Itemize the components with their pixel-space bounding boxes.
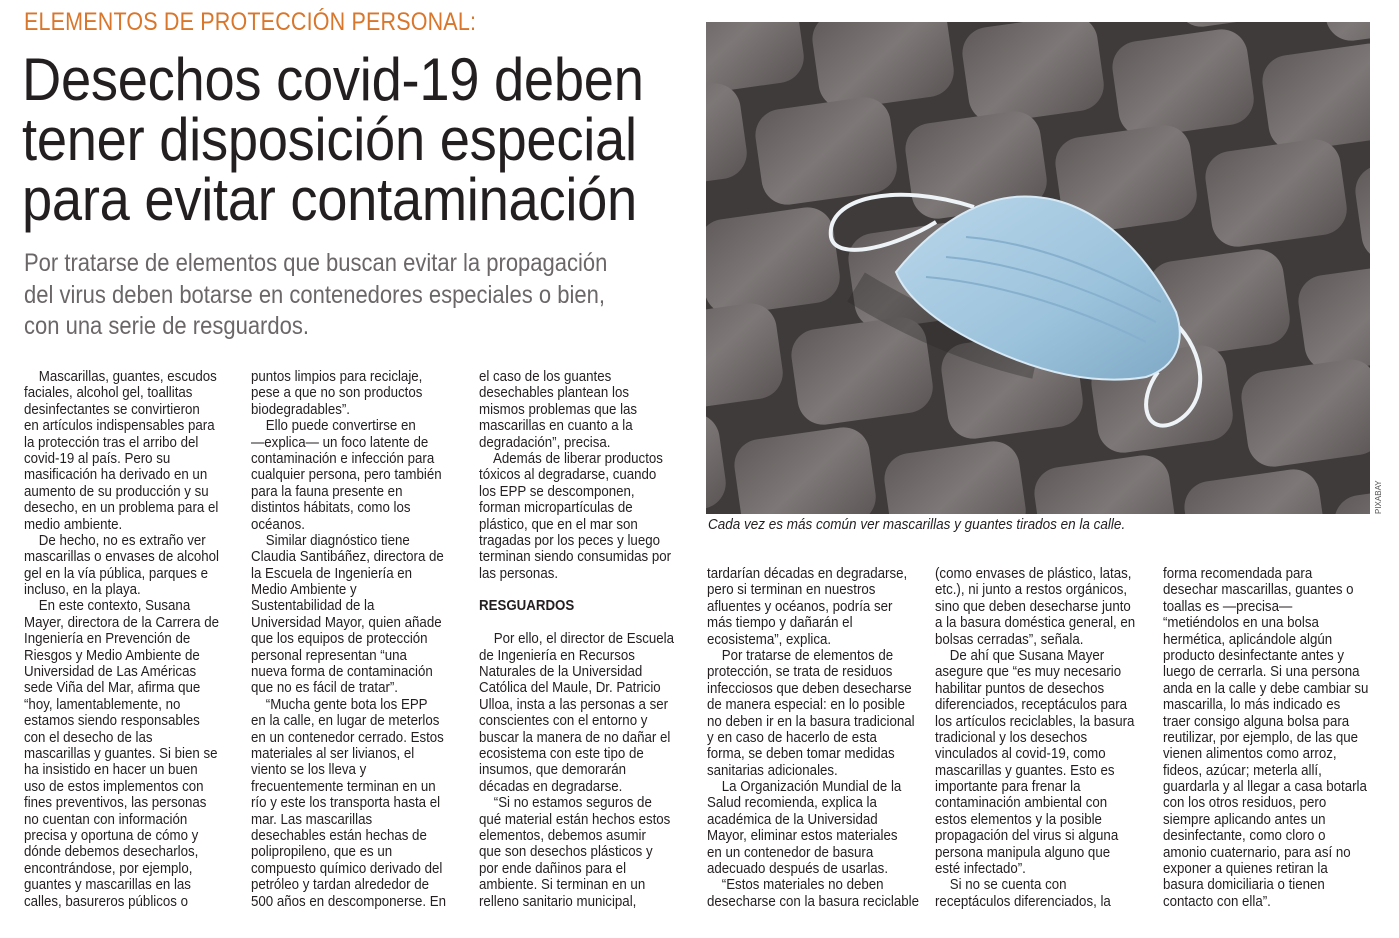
body-text-line: que no es fácil de tratar”. bbox=[251, 679, 398, 697]
body-text-line: faciales, alcohol gel, toallitas bbox=[24, 384, 193, 402]
body-text-line: Claudia Santibáñez, directora de bbox=[251, 548, 444, 566]
body-text-line: afluentes y océanos, podría ser bbox=[707, 597, 893, 615]
body-text-line: distintos hábitats, como los bbox=[251, 499, 411, 517]
body-text-line: más tiempo y dañarán el bbox=[707, 614, 853, 632]
body-text-line: mascarillas o envases de alcohol bbox=[24, 548, 220, 566]
body-text-line: para la fauna presente en bbox=[251, 482, 403, 500]
body-text-line: estos elementos y la posible bbox=[935, 810, 1102, 828]
body-text-line: masificación ha derivado en un bbox=[24, 466, 208, 484]
body-text-line: ambiente. Si terminan en un bbox=[479, 876, 646, 894]
headline-line: para evitar contaminación bbox=[22, 166, 637, 233]
body-text-line: petróleo y tardan alrededor de bbox=[251, 876, 430, 894]
body-text-line: Católica del Maule, Dr. Patricio bbox=[479, 679, 661, 697]
body-text-line: la protección tras el arribo del bbox=[24, 433, 199, 451]
body-text-line: mascarillas en cuanto a la bbox=[479, 417, 633, 435]
body-text-line: ha insistido en hacer un buen bbox=[24, 761, 198, 779]
body-text-line: biodegradables”. bbox=[251, 400, 351, 418]
body-text-line: Sustentabilidad de la bbox=[251, 597, 375, 615]
body-text-line: no cuentan con información bbox=[24, 810, 188, 828]
body-text-line: Si no se cuenta con bbox=[935, 876, 1067, 894]
body-text-line: 500 años en descomponerse. En bbox=[251, 892, 447, 910]
body-text-line: siempre aplicando antes un bbox=[1163, 810, 1326, 828]
body-column-3 bbox=[479, 369, 702, 910]
body-text-line: encontrándose, por ejemplo, bbox=[24, 859, 193, 877]
body-text-line: producto desinfectante antes y bbox=[1163, 646, 1345, 664]
body-text-line: polipropileno, que es un bbox=[251, 843, 393, 861]
body-column-4 bbox=[707, 566, 949, 910]
body-text-line: sino que deben desecharse junto bbox=[935, 597, 1131, 615]
body-text-line: desechables están hechas de bbox=[251, 826, 427, 844]
body-text-line: las personas. bbox=[479, 564, 559, 582]
body-text-line: Ulloa, insta a las personas a ser bbox=[479, 695, 669, 713]
body-text-line: toallas es —precisa— bbox=[1163, 597, 1293, 615]
body-text-line: tradicional y los desechos bbox=[935, 728, 1088, 746]
body-text-line: en un contenedor cerrado. Estos bbox=[251, 728, 444, 746]
body-text-line: académica de la Universidad bbox=[707, 810, 878, 828]
body-text-line: Universidad Mayor, quien añade bbox=[251, 613, 442, 631]
body-text-line: “hoy, lamentablemente, no bbox=[24, 695, 181, 713]
body-text-line: contaminación ambiental con bbox=[935, 794, 1108, 812]
body-text-line: “Si no estamos seguros de bbox=[479, 794, 652, 812]
body-text-line: buscar la manera de no dañar el bbox=[479, 728, 671, 746]
body-text-line: materiales al ser livianos, el bbox=[251, 744, 415, 762]
body-text-line: exponer a quienes retiran la bbox=[1163, 860, 1328, 878]
headline-line: tener disposición especial bbox=[22, 106, 637, 173]
body-text-line: “Estos materiales no deben bbox=[707, 876, 884, 894]
body-text-line: viento se los lleva y bbox=[251, 761, 367, 779]
body-text-line: pese a que no son productos bbox=[251, 384, 423, 402]
body-text-line: dónde debemos desecharlos, bbox=[24, 843, 199, 861]
body-text-line: Naturales de la Universidad bbox=[479, 663, 643, 681]
body-text-line: en la calle, en lugar de meterlos bbox=[251, 712, 440, 730]
body-text-line: forma, se deben tomar medidas bbox=[707, 745, 895, 763]
section-kicker: ELEMENTOS DE PROTECCIÓN PERSONAL: bbox=[24, 8, 477, 36]
body-text-line: los artículos reciclables, la basura bbox=[935, 712, 1135, 730]
body-text-line: qué material están hechos estos bbox=[479, 810, 671, 828]
body-text-line: “metiéndolos en una bolsa bbox=[1163, 614, 1319, 632]
paver-stone bbox=[752, 94, 900, 208]
body-text-line: fideos, azúcar; meterla allí, bbox=[1163, 761, 1322, 779]
body-text-line: etc.), ni junto a restos orgánicos, bbox=[935, 581, 1128, 599]
body-text-line: amonio cuaternario, para así no bbox=[1163, 843, 1351, 861]
body-text-line: nueva forma de contaminación bbox=[251, 663, 433, 681]
body-text-line: forma recomendada para bbox=[1163, 565, 1313, 582]
body-text-line: mascarilla, lo más indicado es bbox=[1163, 696, 1341, 714]
paver-stone bbox=[706, 204, 843, 318]
body-text-line: importante para frenar la bbox=[935, 778, 1081, 796]
body-text-line: Similar diagnóstico tiene bbox=[251, 531, 410, 549]
body-text-line: Riesgos y Medio Ambiente de bbox=[24, 646, 200, 664]
paragraph-gap bbox=[479, 615, 702, 631]
body-text-line: (como envases de plástico, latas, bbox=[935, 565, 1132, 582]
body-text-line: desecho, en un problema para el bbox=[24, 499, 219, 517]
body-text-line: uso de estos implementos con bbox=[24, 777, 204, 795]
body-text-line: Ello puede convertirse en bbox=[251, 417, 416, 435]
body-text-line: desechar mascarillas, guantes o bbox=[1163, 581, 1354, 599]
body-text-line: aumento de su producción y su bbox=[24, 482, 209, 500]
deck-line: del virus deben botarse en contenedores especiales o bien, bbox=[24, 280, 605, 309]
body-text-line: ecosistema con este tipo de bbox=[479, 744, 644, 762]
body-text-line: con los otros residuos, pero bbox=[1163, 794, 1327, 812]
body-text-line: por ende dañinos para el bbox=[479, 859, 627, 877]
paver-stone bbox=[1109, 26, 1257, 140]
body-text-line: Salud recomienda, explica la bbox=[707, 794, 877, 812]
body-text-line: de Ingeniería en Recursos bbox=[479, 646, 635, 664]
body-text-line: que son desechos plásticos y bbox=[479, 843, 653, 861]
body-text-line: guantes y mascarillas en las bbox=[24, 876, 191, 894]
body-text-line: Por ello, el director de Escuela bbox=[479, 630, 675, 648]
photo-caption: Cada vez es más común ver mascarillas y guantes tirados en la calle. bbox=[708, 516, 1126, 533]
body-text-line: desecharse con la basura reciclable bbox=[707, 892, 920, 910]
body-text-line: frecuentemente terminan en un bbox=[251, 777, 436, 795]
body-text-line: desinfectante, como cloro o bbox=[1163, 827, 1326, 845]
body-text-line: traer consigo alguna bolsa para bbox=[1163, 712, 1350, 730]
body-text-line: receptáculos diferenciados, la bbox=[935, 892, 1111, 910]
body-text-line: vienen alimentos como arroz, bbox=[1163, 745, 1337, 763]
body-column-1 bbox=[24, 369, 247, 910]
body-text-line: mascarillas y guantes. Si bien se bbox=[24, 744, 218, 762]
headline bbox=[22, 46, 782, 233]
body-text-line: Mayor, eliminar estos materiales bbox=[707, 827, 898, 845]
body-text-line: mismos problemas que las bbox=[479, 400, 638, 418]
body-text-line: plástico, que en el mar son bbox=[479, 515, 638, 533]
body-text-line: reutilizar, por ejemplo, de las que bbox=[1163, 728, 1359, 746]
body-text-line: tragadas por los peces y luego bbox=[479, 531, 661, 549]
body-text-line: cualquier persona, pero también bbox=[251, 466, 442, 484]
body-text-line: degradación”, precisa. bbox=[479, 433, 611, 451]
body-text-line: mar. Las mascarillas bbox=[251, 810, 373, 828]
body-text-line: persona manipula alguno que bbox=[935, 843, 1111, 861]
body-text-line: insumos, que demorarán bbox=[479, 761, 626, 779]
body-text-line: décadas en degradarse. bbox=[479, 777, 623, 795]
body-text-line: diferenciados, receptáculos para bbox=[935, 696, 1128, 714]
body-text-line: desinfectantes se convirtieron bbox=[24, 400, 200, 418]
body-text-line: de manera especial: en lo posible bbox=[707, 696, 905, 714]
body-text-line: terminan siendo consumidas por bbox=[479, 548, 672, 566]
body-text-line: y en caso de hacerlo de esta bbox=[707, 728, 877, 746]
body-text-line: en un contenedor de basura bbox=[707, 843, 874, 861]
body-text-line: asegure que “es muy necesario bbox=[935, 663, 1122, 681]
body-text-line: sede Viña del Mar, afirma que bbox=[24, 679, 201, 697]
photo-illustration bbox=[706, 22, 1370, 514]
body-text-line: tardarían décadas en degradarse, bbox=[707, 565, 908, 582]
paver-stone bbox=[1238, 356, 1370, 470]
body-text-line: océanos. bbox=[251, 515, 305, 533]
body-text-line: “Mucha gente bota los EPP bbox=[251, 695, 428, 713]
body-text-line: compuesto químico derivado del bbox=[251, 859, 443, 877]
body-text-line: a la basura doméstica general, en bbox=[935, 614, 1136, 632]
body-text-line: pero si terminan en nuestros bbox=[707, 581, 876, 599]
photo-credit: PIXABAY bbox=[1374, 480, 1383, 514]
deck-subtitle bbox=[24, 248, 784, 343]
body-text-line: Además de liberar productos bbox=[479, 449, 663, 467]
body-text-line: infecciosos que deben desecharse bbox=[707, 679, 912, 697]
body-text-line: hermética, aplicándole algún bbox=[1163, 630, 1333, 648]
body-text-line: contaminación e infección para bbox=[251, 449, 435, 467]
body-text-line: contacto con ella”. bbox=[1163, 892, 1271, 910]
body-text-line: relleno sanitario municipal, bbox=[479, 892, 637, 910]
face-mask-on-pavement-photo bbox=[706, 22, 1370, 514]
body-text-line: estamos siendo responsables bbox=[24, 712, 200, 730]
body-text-line: gel en la vía pública, parques e bbox=[24, 564, 208, 582]
body-text-line: en artículos indispensables para bbox=[24, 417, 215, 435]
paver-stone bbox=[1202, 136, 1350, 250]
body-text-line: los EPP se descomponen, bbox=[479, 482, 635, 500]
body-text-line: con el desecho de las bbox=[24, 728, 153, 746]
body-text-line: sanitarias adicionales. bbox=[707, 761, 838, 779]
body-text-line: medio ambiente. bbox=[24, 515, 123, 533]
body-text-line: el caso de los guantes bbox=[479, 368, 612, 385]
body-text-line: ecosistema”, explica. bbox=[707, 630, 832, 648]
body-text-line: no deben ir en la basura tradicional bbox=[707, 712, 915, 730]
body-text-line: Por tratarse de elementos de bbox=[707, 646, 894, 664]
body-text-line: tóxicos al degradarse, cuando bbox=[479, 466, 657, 484]
body-text-line: desechables plantean los bbox=[479, 384, 629, 402]
body-text-line: guardarla y al llegar a casa botarla bbox=[1163, 778, 1367, 796]
body-text-line: calles, basureros públicos o bbox=[24, 892, 188, 910]
body-text-line: habilitar puntos de desechos bbox=[935, 679, 1105, 697]
body-text-line: Ingeniería en Prevención de bbox=[24, 630, 191, 648]
body-text-line: mascarillas y guantes. Esto es bbox=[935, 761, 1115, 779]
body-text-line: conscientes con el entorno y bbox=[479, 712, 648, 730]
body-text-line: propagación del virus si alguna bbox=[935, 827, 1119, 845]
body-text-line: puntos limpios para reciclaje, bbox=[251, 368, 423, 385]
body-text-line: La Organización Mundial de la bbox=[707, 778, 902, 796]
body-text-line: protección, se trata de residuos bbox=[707, 663, 893, 681]
body-text-line: Mascarillas, guantes, escudos bbox=[24, 368, 217, 385]
subheading: RESGUARDOS bbox=[479, 597, 575, 615]
body-column-6 bbox=[1163, 566, 1398, 910]
body-text-line: que los equipos de protección bbox=[251, 630, 428, 648]
body-text-line: precisa y oportuna de cómo y bbox=[24, 826, 199, 844]
body-text-line: elementos, debemos asumir bbox=[479, 826, 646, 844]
body-text-line: forman micropartículas de bbox=[479, 499, 633, 517]
body-text-line: Mayer, directora de la Carrera de bbox=[24, 613, 220, 631]
body-text-line: esté infectado”. bbox=[935, 860, 1026, 878]
body-text-line: incluso, en la playa. bbox=[24, 581, 141, 599]
body-text-line: En este contexto, Susana bbox=[24, 597, 191, 615]
body-text-line: covid-19 al país. Pero su bbox=[24, 449, 171, 467]
body-text-line: la Escuela de Ingeniería en bbox=[251, 564, 413, 582]
headline-line: Desechos covid-19 deben bbox=[22, 46, 644, 113]
body-text-line: De ahí que Susana Mayer bbox=[935, 646, 1105, 664]
body-column-5 bbox=[935, 566, 1164, 910]
body-text-line: anda en la calle y debe cambiar su bbox=[1163, 679, 1369, 697]
body-text-line: basura domiciliaria o tienen bbox=[1163, 876, 1325, 894]
body-text-line: fines preventivos, las personas bbox=[24, 794, 207, 812]
body-text-line: adecuado después de usarlas. bbox=[707, 860, 889, 878]
body-text-line: Medio Ambiente y bbox=[251, 581, 357, 599]
deck-line: con una serie de resguardos. bbox=[24, 312, 309, 340]
body-column-2 bbox=[251, 369, 474, 910]
body-text-line: Universidad de Las Américas bbox=[24, 663, 197, 681]
body-text-line: De hecho, no es extraño ver bbox=[24, 531, 206, 549]
deck-line: Por tratarse de elementos que buscan evitar la propagación bbox=[24, 249, 608, 277]
paragraph-gap bbox=[479, 582, 702, 598]
body-text-line: río y este los transporta hasta el bbox=[251, 794, 441, 812]
body-text-line: personal representan “una bbox=[251, 646, 407, 664]
body-text-line: vinculados al covid-19, como bbox=[935, 745, 1106, 763]
body-text-line: luego de cerrarla. Si una persona bbox=[1163, 663, 1360, 681]
body-text-line: —explica— un foco latente de bbox=[251, 433, 429, 451]
body-text-line: bolsas cerradas”, señala. bbox=[935, 630, 1084, 648]
